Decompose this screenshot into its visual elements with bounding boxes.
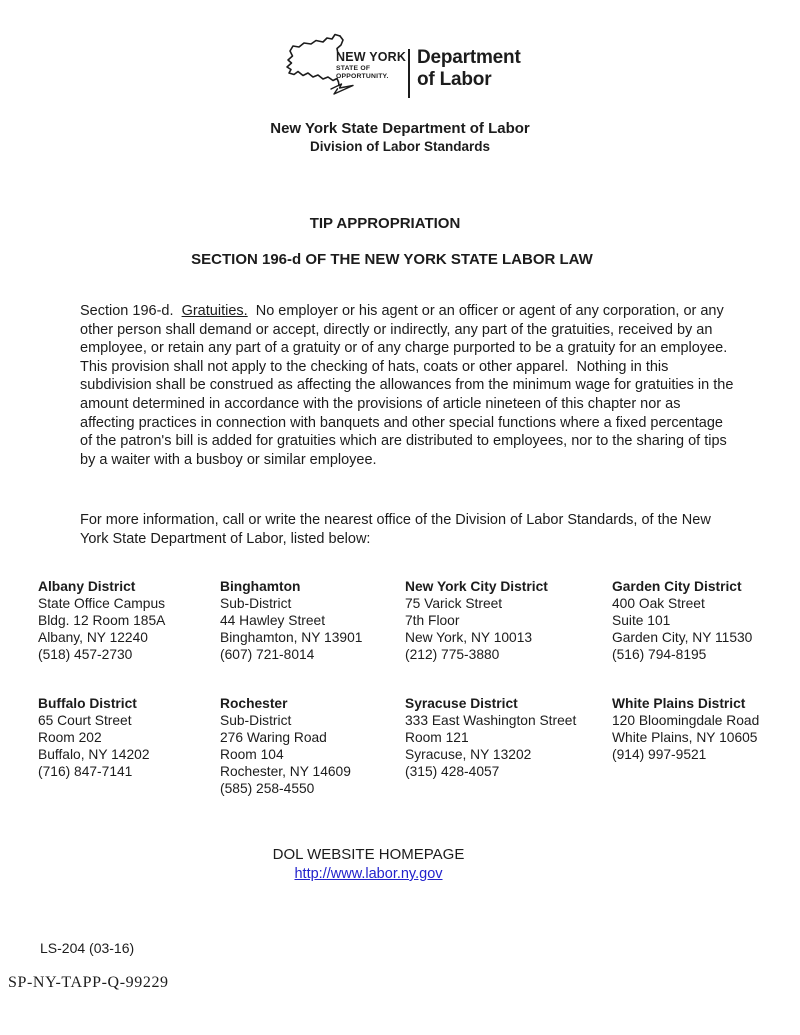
office-line: Garden City, NY 11530 bbox=[612, 630, 753, 645]
statute-paragraph bbox=[80, 302, 738, 469]
logo-agency-line2: of Labor bbox=[417, 68, 492, 90]
website-label: DOL WEBSITE HOMEPAGE bbox=[272, 846, 465, 863]
office-binghamton-sub-district bbox=[220, 578, 410, 663]
office-line: 65 Court Street bbox=[38, 713, 132, 728]
office-line: (716) 847-7141 bbox=[38, 764, 133, 779]
office-line: (212) 775-3880 bbox=[405, 647, 500, 662]
office-line: Rochester, NY 14609 bbox=[220, 764, 351, 779]
office-new-york-city-district bbox=[405, 578, 595, 663]
office-line: White Plains, NY 10605 bbox=[612, 730, 758, 745]
statute-body: No employer or his agent or an officer or agent of any corporation, or any other person shall demand or accept, directly or indirectly, any part of the gratuities, received by an employee, or retain any part of a gratuity or of any charge purported to be a gratuity for an employee. This provision shall not apply to the checking of hats, coats or other apparel. Nothing in this subdivision shall be construed as affecting the allowances from the minimum wage for gratuities in the amount determined in accordance with the provisions of article nineteen of this chapter nor as affecting practices in connection with banquets and other special functions where a fixed percentage of the patron's bill is added for gratuities which are distributed to employees, nor to the sharing of tips by a waiter with a busboy or similar employee. bbox=[80, 303, 738, 468]
office-name: Buffalo District bbox=[38, 696, 137, 711]
logo-divider bbox=[408, 49, 410, 98]
statute-underlined-term: Gratuities. bbox=[181, 303, 248, 319]
office-garden-city-district bbox=[612, 578, 800, 663]
office-line: New York, NY 10013 bbox=[405, 630, 533, 645]
section-title: SECTION 196-d OF THE NEW YORK STATE LABOR LAW bbox=[191, 251, 593, 268]
office-buffalo-district bbox=[38, 695, 228, 780]
office-name: New York City District bbox=[405, 579, 548, 594]
office-line: Buffalo, NY 14202 bbox=[38, 747, 150, 762]
header-department-title: New York State Department of Labor bbox=[270, 120, 530, 137]
statute-prefix: Section 196-d. bbox=[80, 303, 182, 319]
website-block bbox=[0, 845, 737, 884]
logo-agency-text bbox=[417, 47, 521, 90]
nys-dol-logo bbox=[283, 33, 553, 103]
document-code: SP-NY-TAPP-Q-99229 bbox=[8, 974, 169, 991]
logo-brand-text bbox=[336, 51, 406, 81]
website-link[interactable]: http://www.labor.ny.gov bbox=[294, 866, 443, 882]
office-line: (607) 721-8014 bbox=[220, 647, 315, 662]
office-line: Sub-District bbox=[220, 596, 292, 611]
logo-brand-line2: STATE OF bbox=[336, 64, 371, 72]
office-line: 400 Oak Street bbox=[612, 596, 705, 611]
office-line: Sub-District bbox=[220, 713, 292, 728]
form-number: LS-204 (03-16) bbox=[40, 940, 135, 956]
office-line: Bldg. 12 Room 185A bbox=[38, 613, 166, 628]
office-line: (315) 428-4057 bbox=[405, 764, 500, 779]
office-name: Binghamton bbox=[220, 579, 301, 594]
office-rochester-sub-district bbox=[220, 695, 410, 797]
office-syracuse-district bbox=[405, 695, 615, 780]
office-name: Garden City District bbox=[612, 579, 742, 594]
header-division-title: Division of Labor Standards bbox=[309, 139, 491, 154]
logo-brand-line3: OPPORTUNITY. bbox=[336, 73, 389, 81]
office-line: Room 202 bbox=[38, 730, 102, 745]
office-line: 333 East Washington Street bbox=[405, 713, 577, 728]
office-name: Albany District bbox=[38, 579, 136, 594]
office-line: Syracuse, NY 13202 bbox=[405, 747, 532, 762]
office-line: Suite 101 bbox=[612, 613, 671, 628]
office-line: (516) 794-8195 bbox=[612, 647, 707, 662]
office-line: 276 Waring Road bbox=[220, 730, 327, 745]
logo-agency-line1: Department bbox=[417, 47, 521, 68]
office-line: Room 121 bbox=[405, 730, 469, 745]
office-albany-district bbox=[38, 578, 228, 663]
office-line: 7th Floor bbox=[405, 613, 460, 628]
info-note: For more information, call or write the nearest office of the Division of Labor Standards, of the New York State Department of Labor, listed below: bbox=[80, 512, 711, 547]
office-name: Syracuse District bbox=[405, 696, 518, 711]
office-line: 75 Varick Street bbox=[405, 596, 503, 611]
office-line: Room 104 bbox=[220, 747, 284, 762]
office-line: State Office Campus bbox=[38, 596, 166, 611]
office-line: Binghamton, NY 13901 bbox=[220, 630, 363, 645]
office-line: Albany, NY 12240 bbox=[38, 630, 148, 645]
office-line: (914) 997-9521 bbox=[612, 747, 707, 762]
office-name: White Plains District bbox=[612, 696, 746, 711]
office-name: Rochester bbox=[220, 696, 288, 711]
document-title: TIP APPROPRIATION bbox=[309, 215, 461, 232]
logo-brand-line1: NEW YORK bbox=[336, 50, 407, 64]
office-line: 120 Bloomingdale Road bbox=[612, 713, 760, 728]
office-line: (585) 258-4550 bbox=[220, 781, 315, 796]
office-line: 44 Hawley Street bbox=[220, 613, 326, 628]
office-line: (518) 457-2730 bbox=[38, 647, 133, 662]
office-white-plains-district bbox=[612, 695, 800, 763]
